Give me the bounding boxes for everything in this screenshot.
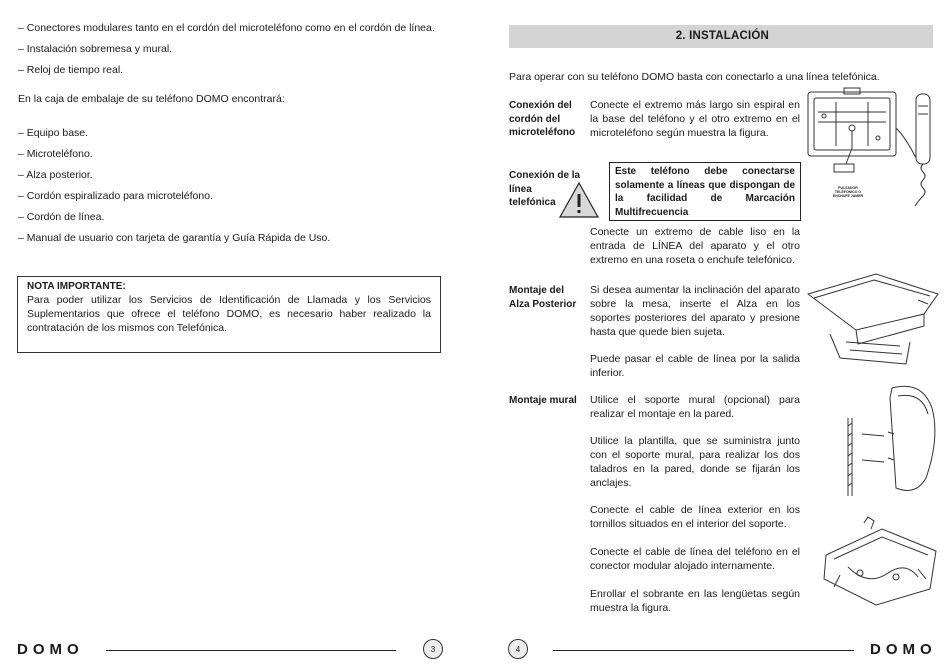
footer-rule [553,650,854,651]
section-header [509,25,933,48]
stand-label: Montaje del Alza Posterior [509,285,577,310]
wall-mount-label: Montaje mural [509,395,577,406]
list-item: – Microteléfono. [18,148,93,160]
note-body: Para poder utilizar los Servicios de Identificación de Llamada y los Servicios Suplementarios que ofrece el teléfono DOMO, es necesario haber realizado la contratación de los mismos con Telefónica. [27,294,431,334]
wall-mount-text-2: Utilice la plantilla, que se suministra junto con el soporte mural, para realizar los dos taladros en la pared, donde se fijarán los anclajes. [590,435,800,489]
page-number-right: 4 [508,639,528,659]
multifrequency-warning: Este teléfono debe conectarse solamente a líneas que dispongan de la facilidad de Marcación Multifrecuencia [609,162,801,221]
important-note [17,276,441,353]
brand-logo-right: DOMO [870,641,937,658]
wall-mount-text-1: Utilice el soporte mural (opcional) para realizar el montaje en la pared. [590,394,800,420]
stand-figure [806,272,942,370]
bracket-figure [820,515,940,607]
section-title: 2. INSTALACIÓN [675,30,769,42]
list-item: – Instalación sobremesa y mural. [18,43,172,55]
wall-mount-figure [840,378,940,498]
phone-connection-figure [806,88,941,203]
list-item: – Equipo base. [18,127,88,139]
list-item: – Manual de usuario con tarjeta de garantía y Guía Rápida de Uso. [18,232,330,244]
list-item: – Cordón de línea. [18,211,104,223]
footer-rule [106,650,396,651]
brand-logo-left: DOMO [17,641,84,658]
box-contents-intro: En la caja de embalaje de su teléfono DOMO encontrará: [18,93,285,105]
page-number-left: 3 [423,639,443,659]
line-connection-label: Conexión de la línea telefónica [509,170,581,208]
list-item: – Reloj de tiempo real. [18,64,123,76]
wall-mount-text-3: Conecte el cable de línea exterior en los tornillos situados en el interior del soporte. [590,504,800,530]
wall-mount-text-5: Enrollar el sobrante en las lengüetas según muestra la figura. [590,588,800,614]
list-item: – Cordón espiralizado para microteléfono. [18,190,213,202]
wall-mount-text-4: Conecte el cable de línea del teléfono en el conector modular alojado internamente. [590,546,800,572]
handset-cord-text: Conecte el extremo más largo sin espiral en la base del teléfono y el otro extremo en el microteléfono según muestra la figura. [590,99,800,139]
section-intro: Para operar con su teléfono DOMO basta con conectarlo a una línea telefónica. [509,71,880,83]
warning-triangle-icon [558,181,600,219]
list-item: – Alza posterior. [18,169,93,181]
stand-text-2: Puede pasar el cable de línea por la salida inferior. [590,353,800,379]
stand-text-1: Si desea aumentar la inclinación del aparato sobre la mesa, inserte el Alza en los soportes posteriores del aparato y presione hasta que quede bien sujeta. [590,284,800,338]
line-connection-text: Conecte un extremo de cable liso en la entrada de LÍNEA del aparato y el otro extremo en una roseta o enchufe telefónico. [590,226,800,266]
list-item: – Conectores modulares tanto en el cordón del microteléfono como en el cordón de línea. [18,22,435,34]
note-title: NOTA IMPORTANTE: [27,281,126,292]
figure-caption: PULSADOR TELÉFONICO O ENCHUFE JAMER [832,186,864,198]
handset-cord-label: Conexión del cordón del microteléfono [509,100,576,138]
